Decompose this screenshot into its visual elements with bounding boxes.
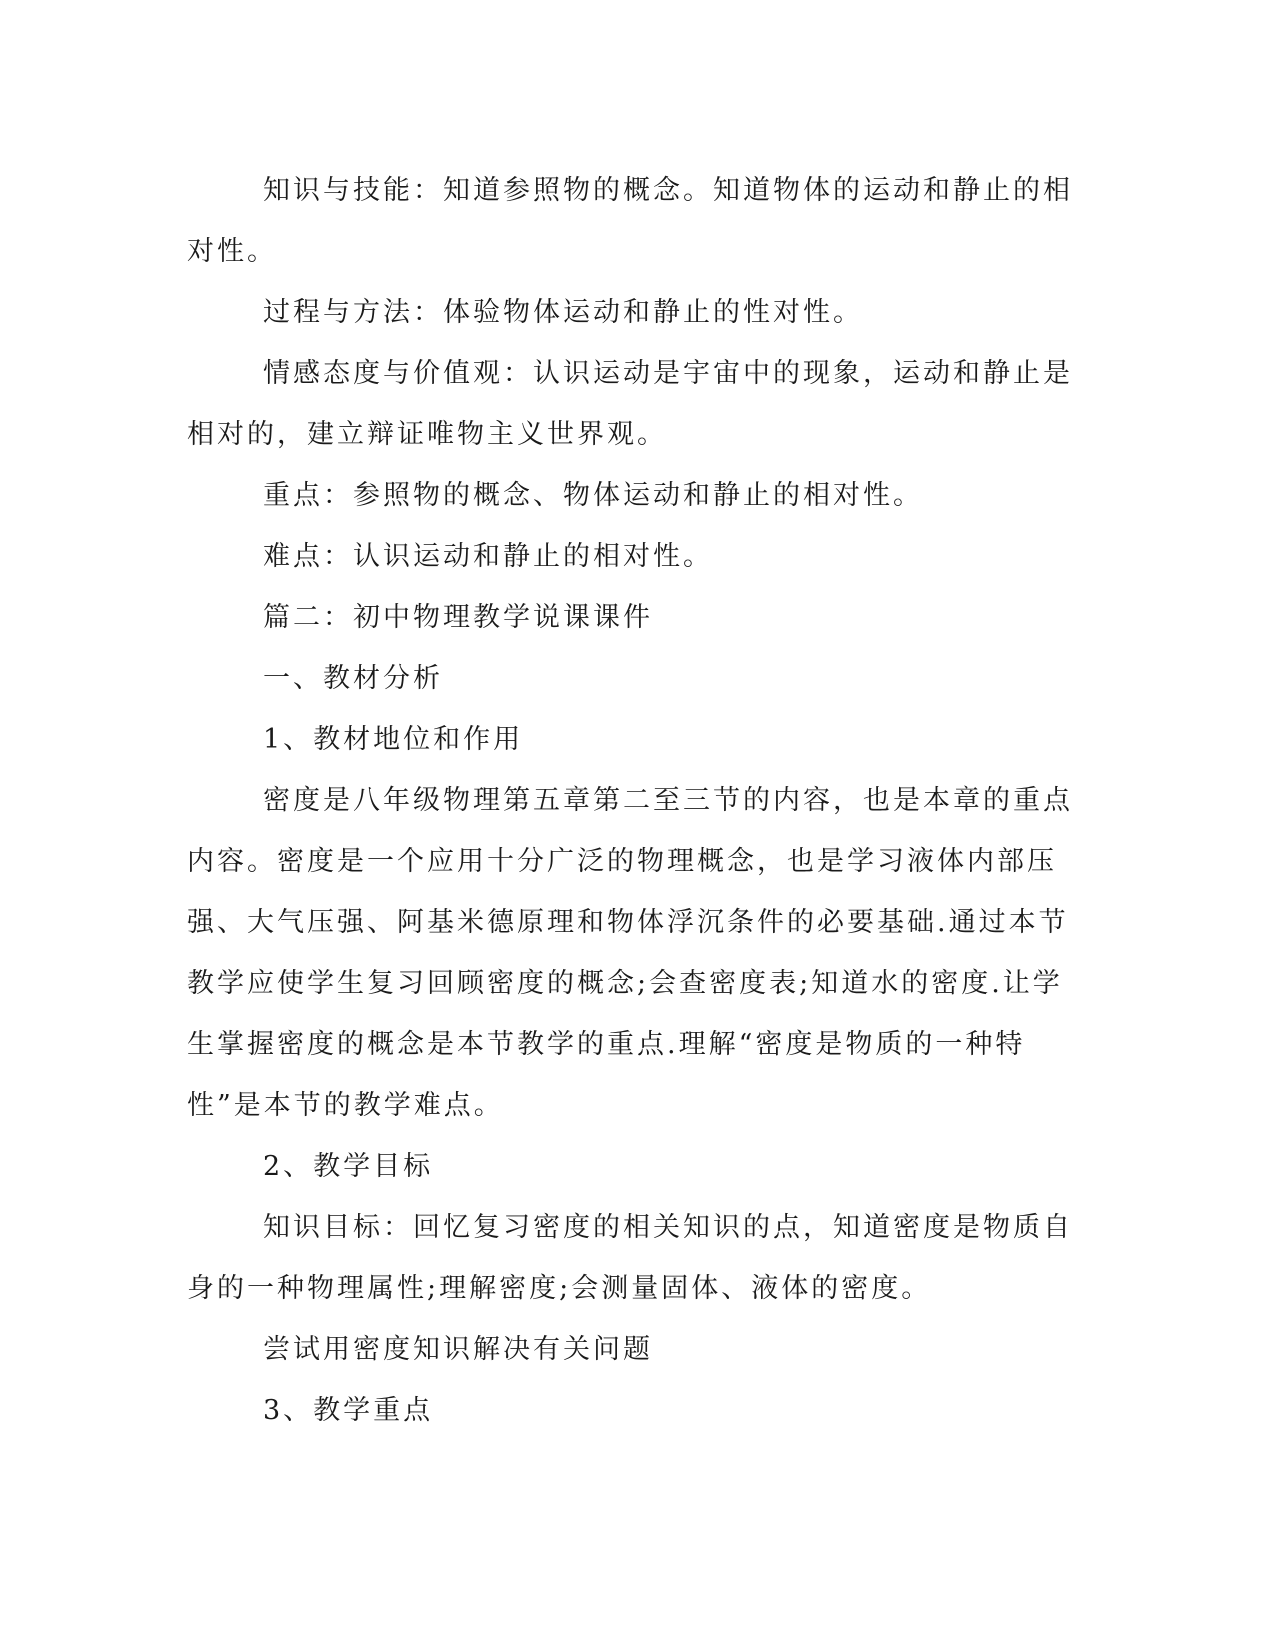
paragraph-key-point: 重点：参照物的概念、物体运动和静止的相对性。 (263, 480, 923, 511)
paragraph-process-methods: 过程与方法：体验物体运动和静止的性对性。 (263, 297, 863, 328)
paragraph-emotion-values: 情感态度与价值观：认识运动是宇宙中的现象，运动和静止是相对的，建立辩证唯物主义世界观。 (187, 358, 1073, 450)
heading-material-analysis: 一、教材分析 (263, 663, 443, 694)
paragraph-try-solve: 尝试用密度知识解决有关问题 (263, 1334, 653, 1365)
paragraph-knowledge-goal: 知识目标：回忆复习密度的相关知识的点，知道密度是物质自身的一种物理属性;理解密度;会测量固体、液体的密度。 (187, 1212, 1073, 1304)
paragraph-knowledge-skills: 知识与技能：知道参照物的概念。知道物体的运动和静止的相对性。 (187, 175, 1073, 267)
paragraph-density-intro: 密度是八年级物理第五章第二至三节的内容，也是本章的重点内容。密度是一个应用十分广泛的物理概念，也是学习液体内部压强、大气压强、阿基米德原理和物体浮沉条件的必要基础.通过本节教学应使学生复习回顾密度的概念;会查密度表;知道水的密度.让学生掌握密度的概念是本节教学的重点.理解“密度是物质的一种特性”是本节的教学难点。 (187, 785, 1073, 1121)
heading-material-role: 1、教材地位和作用 (263, 724, 524, 755)
heading-teaching-goals: 2、教学目标 (263, 1151, 434, 1182)
heading-teaching-focus: 3、教学重点 (263, 1395, 434, 1426)
paragraph-difficult-point: 难点：认识运动和静止的相对性。 (263, 541, 713, 572)
document-page (187, 160, 1077, 1441)
section-title: 篇二：初中物理教学说课课件 (263, 602, 653, 633)
